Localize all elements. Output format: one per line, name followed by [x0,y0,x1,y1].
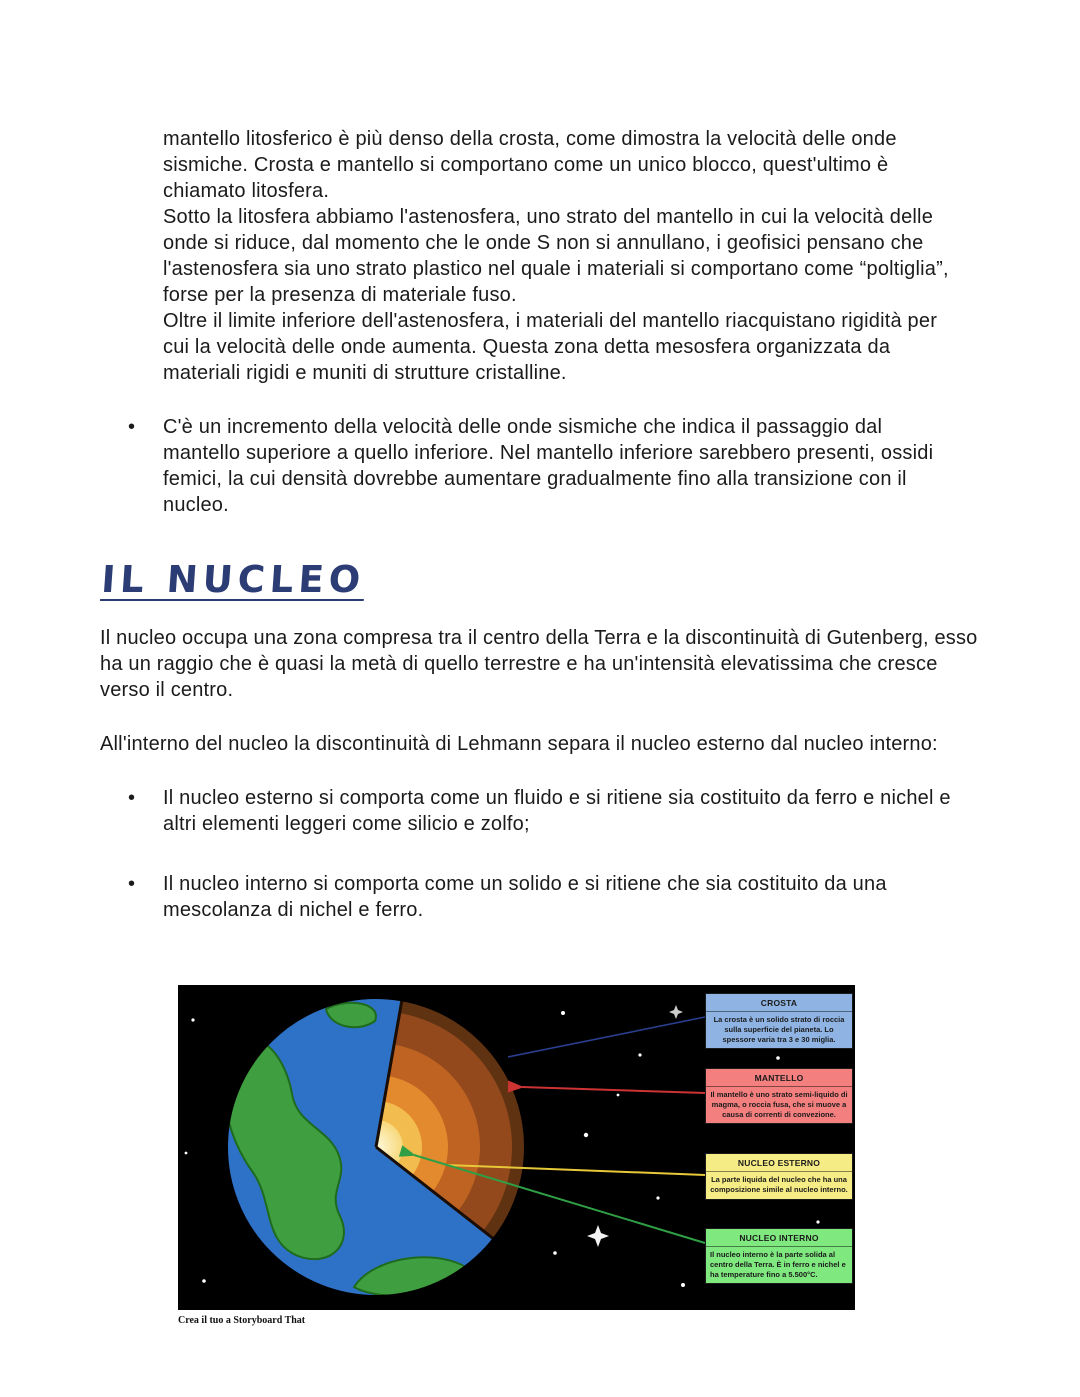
crosta-pointer-line [508,1017,705,1057]
mantello-pointer-arrow [522,1087,705,1093]
label-box-crosta [705,993,853,1049]
label-desc: Il mantello è uno strato semi-liquido di magma, o roccia fusa, che si muove a causa di correnti di convezione. [710,1090,848,1119]
bullet-marker: • [128,873,136,895]
bullet-item-nucleo-esterno [128,785,963,837]
section-heading-il-nucleo: IL NUCLEO [100,558,367,601]
paragraph-nucleo-lehmann: All'interno del nucleo la discontinuità di Lehmann separa il nucleo esterno dal nucleo interno: [100,733,938,755]
label-desc: La parte liquida del nucleo che ha una composizione simile al nucleo interno. [710,1175,848,1194]
paragraph-line: Oltre il limite inferiore dell'astenosfera, i materiali del mantello riacquistano rigidità per cui la velocità delle onde aumenta. Questa zona detta mesosfera organizzata da materiali rigidi e muniti di strutture cristalline. [163,310,938,384]
label-desc: Il nucleo interno è la parte solida al centro della Terra. È in ferro e nichel e ha temperature fino a 5.500°C. [710,1250,846,1279]
paragraph-line: mantello litosferico è più denso della crosta, come dimostra la velocità delle onde sismiche. Crosta e mantello si comportano come un unico blocco, quest'ultimo è chiamato litosfera. [163,128,897,202]
paragraph-litosfera [163,126,963,386]
label-title: MANTELLO [706,1069,852,1087]
bullet-text: Il nucleo esterno si comporta come un fluido e si ritiene sia costituito da ferro e nichel e altri elementi leggeri come silicio e zolfo; [163,787,951,835]
paragraph-line: Sotto la litosfera abbiamo l'astenosfera, uno strato del mantello in cui la velocità delle onde si riduce, dal momento che le onde S non si annullano, i geofisici pensano che l'astenosfera sia uno strato plastico nel quale i materiali si comportano come “poltiglia”, forse per la presenza di materiale fuso. [163,206,949,306]
paragraph-nucleo-gutenberg: Il nucleo occupa una zona compresa tra il centro della Terra e la discontinuità di Gutenberg, esso ha un raggio che è quasi la metà di quello terrestre e ha un'intensità elevatissima che cresce verso il centro. [100,627,978,701]
bullet-text: Il nucleo interno si comporta come un solido e si ritiene che sia costituito da una mescolanza di nichel e ferro. [163,873,887,921]
label-box-mantello [705,1068,853,1124]
label-title: CROSTA [706,994,852,1012]
earth-cutaway-diagram [178,985,855,1310]
bullet-marker: • [128,787,136,809]
bullet-text: C'è un incremento della velocità delle onde sismiche che indica il passaggio dal mantello superiore a quello inferiore. Nel mantello inferiore sarebbero presenti, ossidi femici, la cui densità dovrebbe aumentare gradualmente fino alla transizione con il nucleo. [163,416,934,516]
label-box-nucleo-esterno [705,1153,853,1200]
figure-caption: Crea il tuo a Storyboard That [178,1315,306,1326]
label-title: NUCLEO INTERNO [706,1229,852,1247]
bullet-item-mantello [128,414,963,518]
bullet-item-nucleo-interno [128,871,963,923]
earth-figure-wrap [178,985,855,1326]
bullet-marker: • [128,416,136,438]
label-box-nucleo-interno [705,1228,853,1284]
earth-globe [223,994,529,1300]
label-title: NUCLEO ESTERNO [706,1154,852,1172]
label-desc: La crosta è un solido strato di roccia sulla superficie del pianeta. Lo spessore varia tra 3 e 30 miglia. [713,1015,845,1044]
